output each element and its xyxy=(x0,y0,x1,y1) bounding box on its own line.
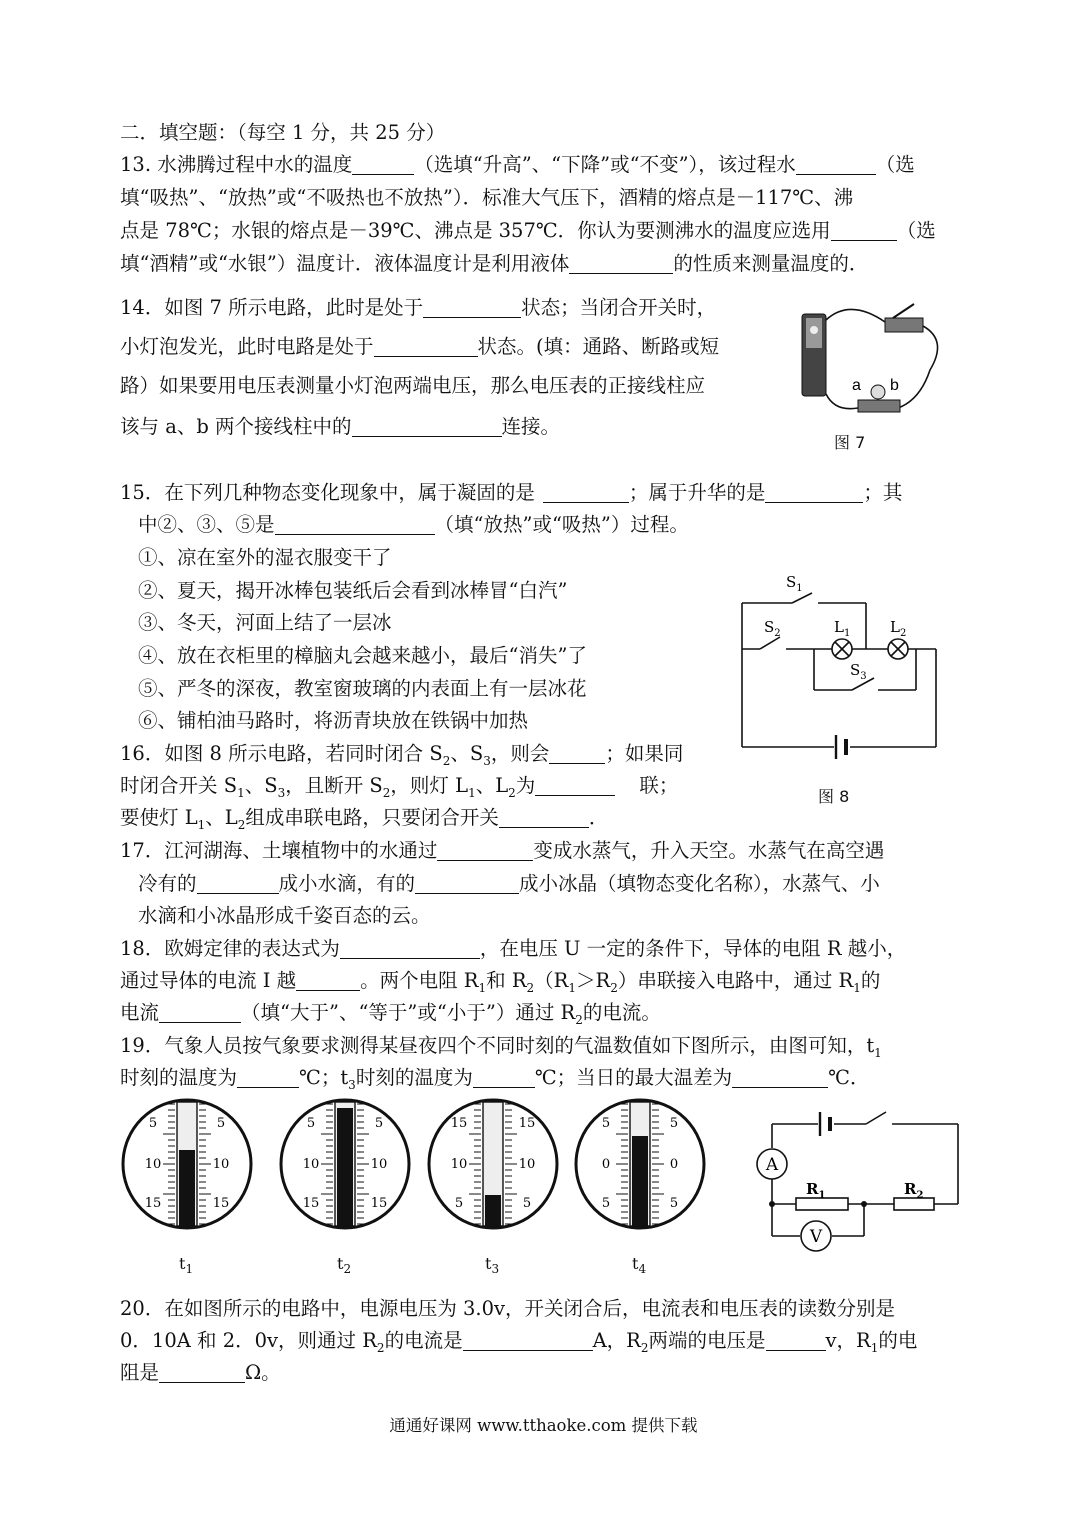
answer-blank[interactable] xyxy=(423,297,521,318)
q13-line-1: 13. 水沸腾过程中水的温度 （选填“升高”、“下降”或“不变”），该过程水 （选 xyxy=(120,153,915,176)
q17-line-1: 17．江河湖海、土壤植物中的水通过 变成水蒸气，升入天空。水蒸气在高空遇 xyxy=(120,839,885,862)
q15-item: ①、凉在室外的湿衣服变干了 xyxy=(138,546,392,569)
answer-blank[interactable] xyxy=(275,514,435,535)
thermometer-label: $t_4$ xyxy=(632,1254,647,1277)
answer-blank[interactable] xyxy=(499,807,589,828)
q20-line-1: 20．在如图所示的电路中，电源电压为 3.0v，开关闭合后，电流表和电压表的读数分别是 xyxy=(120,1297,896,1320)
answer-blank[interactable] xyxy=(237,1067,299,1088)
q20-line-2: 0．10A 和 2．0v，则通过 $R_2$的电流是 A，$R_2$两端的电压是 v，$R_1$的电 xyxy=(120,1329,918,1355)
answer-blank[interactable] xyxy=(473,1067,535,1088)
q16-line-3: 要使灯 $L_1$、$L_2$组成串联电路，只要闭合开关 ． xyxy=(120,806,609,832)
q19-line-2: 时刻的温度为 ℃；$t_3$时刻的温度为 ℃；当日的最大温差为 ℃． xyxy=(120,1066,870,1092)
q18-line-2: 通过导体的电流 I 越 。两个电阻 $R_1$和 $R_2(R_1>R_2)$串联接入电路中，通过 $R_1$的 xyxy=(120,969,881,995)
thermometer-tick-label: 5 xyxy=(601,1196,611,1211)
resistor-r2-label: $R_2$ xyxy=(904,1180,924,1201)
switch-s3-label: $S_3$ xyxy=(850,661,867,682)
thermometer-tick-label: 10 xyxy=(450,1157,468,1172)
q15-line-1: 15．在下列几种物态变化现象中，属于凝固的是 ；属于升华的是 ；其 xyxy=(120,481,903,504)
thermometer-tick-label: 15 xyxy=(370,1196,388,1211)
q14-line-2: 小灯泡发光，此时电路是处于 状态。(填：通路、断路或短 xyxy=(120,335,720,358)
answer-blank[interactable] xyxy=(732,1067,828,1088)
q15-item: ⑥、铺柏油马路时，将沥青块放在铁锅中加热 xyxy=(138,709,529,732)
answer-blank[interactable] xyxy=(197,873,279,894)
thermometer-tick-label: 5 xyxy=(148,1116,158,1131)
answer-blank[interactable] xyxy=(535,775,615,796)
q17-line-2: 冷有的 成小水滴，有的 成小冰晶（填物态变化名称），水蒸气、小 xyxy=(138,872,880,895)
thermometer-tick-label: 5 xyxy=(454,1196,464,1211)
answer-blank[interactable] xyxy=(765,482,863,503)
q14-line-3: 路）如果要用电压表测量小灯泡两端电压，那么电压表的正接线柱应 xyxy=(120,374,706,397)
q17-line-3: 水滴和小冰晶形成千姿百态的云。 xyxy=(138,904,431,927)
switch-s2-label: $S_2$ xyxy=(764,618,781,639)
thermometer-tick-label: 5 xyxy=(601,1116,611,1131)
thermometer-tick-label: 15 xyxy=(302,1196,320,1211)
answer-blank[interactable] xyxy=(159,1362,245,1383)
q20-circuit xyxy=(748,1108,968,1258)
q18-line-3: 电流 （填“大于”、“等于”或“小于”）通过 $R_2$的电流。 xyxy=(120,1001,661,1027)
thermometer-tick-label: 0 xyxy=(669,1157,679,1172)
answer-blank[interactable] xyxy=(543,482,629,503)
thermometer-label: $t_2$ xyxy=(337,1254,352,1277)
figure-7-circuit xyxy=(790,300,950,420)
answer-blank[interactable] xyxy=(352,416,502,437)
footer-source: 通通好课网 www.tthaoke.com 提供下载 xyxy=(389,1416,698,1435)
thermometer-tick-label: 5 xyxy=(669,1196,679,1211)
thermometer-tick-label: 5 xyxy=(669,1116,679,1131)
figure-8-circuit xyxy=(730,565,950,765)
answer-blank[interactable] xyxy=(415,873,519,894)
terminal-b-label: b xyxy=(890,377,899,394)
thermometer-tick-label: 5 xyxy=(306,1116,316,1131)
q15-item: ④、放在衣柜里的樟脑丸会越来越小，最后“消失”了 xyxy=(138,644,587,667)
q13-line-2: 填“吸热”、“放热”或“不吸热也不放热”）．标准大气压下，酒精的熔点是－117℃、沸 xyxy=(120,186,854,209)
thermometer-tick-label: 5 xyxy=(522,1196,532,1211)
answer-blank[interactable] xyxy=(463,1330,593,1351)
thermometer-4 xyxy=(570,1094,710,1234)
q14-line-4: 该与 a、b 两个接线柱中的 连接。 xyxy=(120,415,561,438)
thermometer-3 xyxy=(423,1094,563,1234)
answer-blank[interactable] xyxy=(296,970,360,991)
thermometer-2 xyxy=(275,1094,415,1234)
answer-blank[interactable] xyxy=(569,253,673,274)
q18-line-1: 18．欧姆定律的表达式为 ，在电压 U 一定的条件下，导体的电阻 R 越小， xyxy=(120,937,907,960)
terminal-a-label: a xyxy=(852,377,861,394)
lamp-l2-label: $L_2$ xyxy=(890,618,907,639)
thermometer-tick-label: 10 xyxy=(144,1157,162,1172)
answer-blank[interactable] xyxy=(374,336,478,357)
q15-item: ⑤、严冬的深夜，教室窗玻璃的内表面上有一层冰花 xyxy=(138,677,587,700)
q20-line-3: 阻是 Ω。 xyxy=(120,1361,281,1384)
q13-line-4: 填“酒精”或“水银”）温度计．液体温度计是利用液体 的性质来测量温度的． xyxy=(120,252,869,275)
voltmeter-label: V xyxy=(809,1227,823,1247)
q15-line-2: 中②、③、⑤是 （填“放热”或“吸热”）过程。 xyxy=(138,513,689,536)
q19-line-1: 19．气象人员按气象要求测得某昼夜四个不同时刻的气温数值如下图所示，由图可知，$t_1$ xyxy=(120,1034,882,1060)
answer-blank[interactable] xyxy=(340,938,480,959)
thermometer-tick-label: 10 xyxy=(370,1157,388,1172)
ammeter-label: A xyxy=(765,1155,779,1175)
thermometer-label: $t_3$ xyxy=(485,1254,500,1277)
switch-s1-label: $S_1$ xyxy=(786,573,803,594)
resistor-r1-label: $R_1$ xyxy=(806,1180,826,1201)
thermometer-1 xyxy=(117,1094,257,1234)
answer-blank[interactable] xyxy=(766,1330,826,1351)
thermometer-tick-label: 15 xyxy=(212,1196,230,1211)
thermometer-tick-label: 15 xyxy=(144,1196,162,1211)
q16-line-2: 时闭合开关 $S_1$、$S_3$，且断开 $S_2$，则灯 $L_1$、$L_2$为 联； xyxy=(120,774,679,800)
section-title: 二．填空题：（每空 1 分，共 25 分） xyxy=(120,121,446,144)
answer-blank[interactable] xyxy=(159,1002,241,1023)
thermometer-tick-label: 5 xyxy=(374,1116,384,1131)
answer-blank[interactable] xyxy=(796,154,876,175)
q13-line-3: 点是 78℃；水银的熔点是－39℃、沸点是 357℃．你认为要测沸水的温度应选用 （选 xyxy=(120,219,936,242)
answer-blank[interactable] xyxy=(437,840,533,861)
thermometer-tick-label: 15 xyxy=(450,1116,468,1131)
thermometer-tick-label: 5 xyxy=(216,1116,226,1131)
thermometer-tick-label: 10 xyxy=(212,1157,230,1172)
answer-blank[interactable] xyxy=(831,220,897,241)
q15-item: ③、冬天，河面上结了一层冰 xyxy=(138,611,392,634)
q14-line-1: 14．如图 7 所示电路，此时是处于 状态；当闭合开关时， xyxy=(120,296,717,319)
q15-item: ②、夏天，揭开冰棒包装纸后会看到冰棒冒“白汽” xyxy=(138,579,568,602)
figure-7-caption: 图 7 xyxy=(834,433,866,452)
thermometer-label: $t_1$ xyxy=(179,1254,194,1277)
figure-8-caption: 图 8 xyxy=(818,787,850,806)
thermometer-tick-label: 10 xyxy=(518,1157,536,1172)
answer-blank[interactable] xyxy=(549,743,605,764)
lamp-l1-label: $L_1$ xyxy=(834,618,851,639)
thermometer-tick-label: 0 xyxy=(601,1157,611,1172)
thermometer-tick-label: 15 xyxy=(518,1116,536,1131)
q16-line-1: 16．如图 8 所示电路，若同时闭合 $S_2$、$S_3$，则会 ；如果同 xyxy=(120,742,684,768)
answer-blank[interactable] xyxy=(352,154,414,175)
thermometer-tick-label: 10 xyxy=(302,1157,320,1172)
